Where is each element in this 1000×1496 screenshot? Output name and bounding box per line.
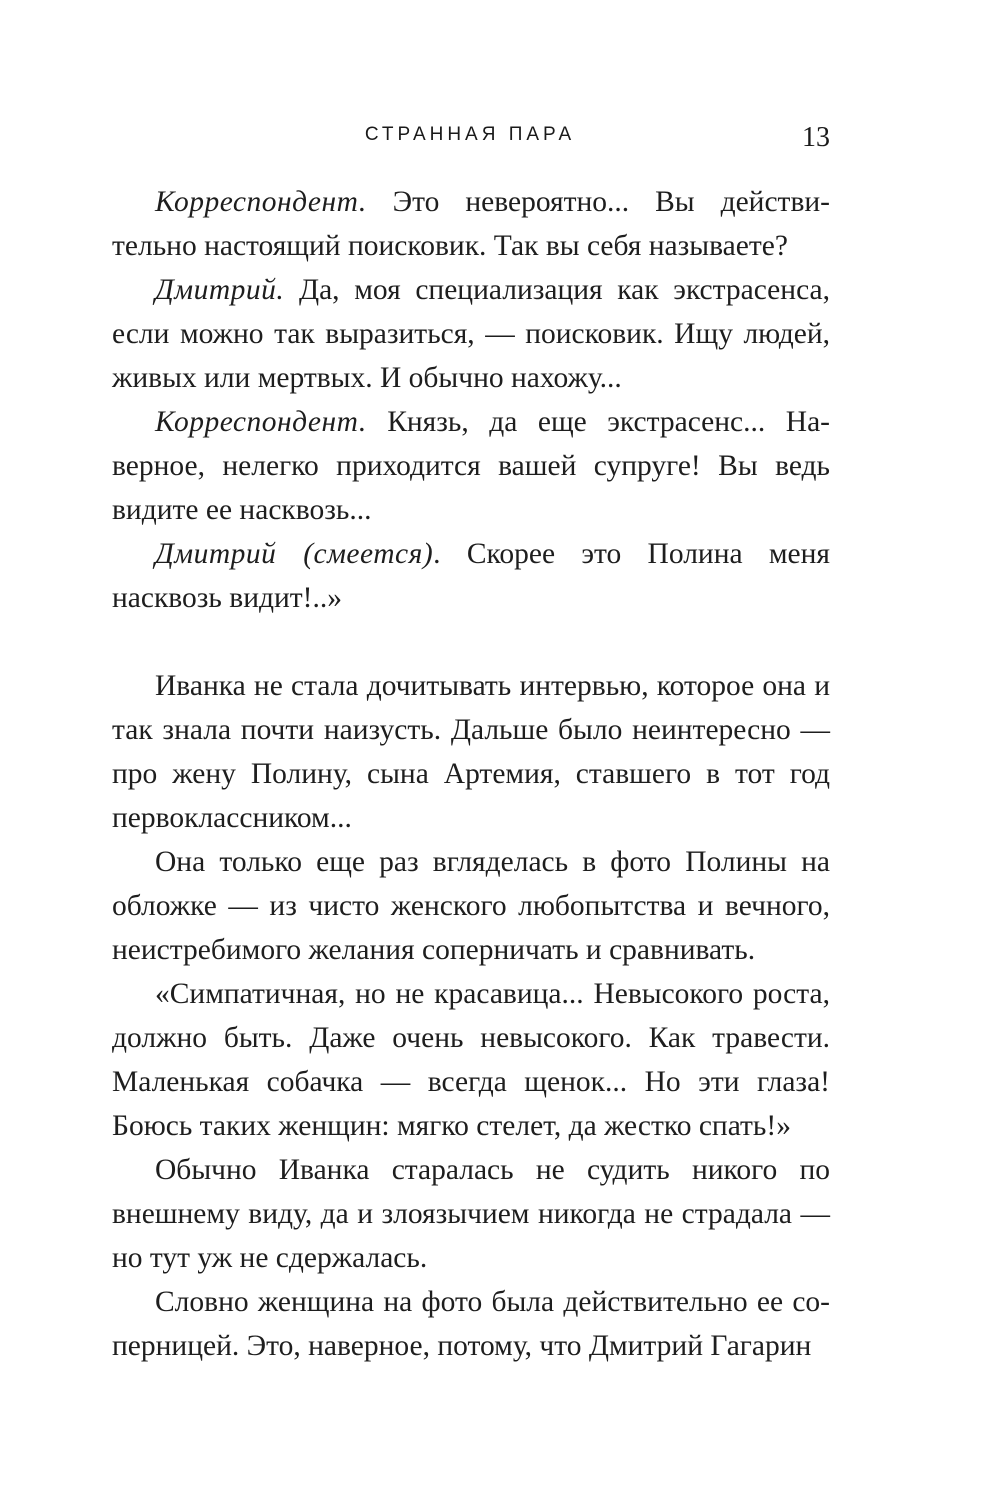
dialogue-paragraph: [112, 180, 830, 268]
speaker-label: Дмитрий (смеется): [155, 538, 434, 570]
paragraph-text: . Скорее это Полина меня насквозь видит!..»: [112, 538, 830, 614]
narrative-paragraph: «Симпатичная, но не красавица... Невысокого роста, должно быть. Даже очень невысокого. Как травести. Маленькая собачка — всегда щенок... Но эти глаза! Боюсь таких женщин: мягко стелет, да жестко спать!»: [112, 978, 830, 1142]
body-text: [112, 180, 830, 1368]
speaker-label: Корреспондент.: [155, 406, 367, 438]
dialogue-paragraph: [112, 268, 830, 400]
dialogue-paragraph: [112, 532, 830, 620]
speaker-label: Дмитрий.: [155, 274, 285, 306]
speaker-label: Корреспондент.: [155, 186, 367, 218]
dialogue-paragraph: [112, 400, 830, 532]
paragraph-text: Князь, да еще экстрасенс... Наверное, нелегко приходится вашей супруге! Вы ведь видите ее насквозь...: [112, 406, 830, 526]
section-break: [112, 620, 830, 664]
narrative-paragraph: Обычно Иванка старалась не судить никого по внешнему виду, да и злоязычием никогда не страдала — но тут уж не сдержалась.: [112, 1154, 830, 1274]
narrative-paragraph: Иванка не стала дочитывать интервью, которое она и так знала почти наизусть. Дальше было неинтересно — про жену Полину, сына Артемия, ставшего в тот год первоклассником...: [112, 670, 830, 834]
running-title: СТРАННАЯ ПАРА: [364, 124, 576, 145]
paragraph-text: Это невероятно... Вы действительно настоящий поисковик. Так вы себя называете?: [112, 186, 830, 262]
narrative-paragraph: Словно женщина на фото была действительно ее соперницей. Это, наверное, потому, что Дмитрий Гагарин: [112, 1286, 830, 1362]
page-number: 13: [802, 122, 830, 153]
narrative-paragraph: Она только еще раз вгляделась в фото Полины на обложке — из чисто женского любопытства и вечного, неистребимого желания соперничать и сравнивать.: [112, 846, 830, 966]
paragraph-text: Да, моя специализация как экстрасенса, если можно так выразиться, — поисковик. Ищу людей, живых или мертвых. И обычно нахожу...: [112, 274, 830, 394]
running-head: [110, 122, 830, 154]
